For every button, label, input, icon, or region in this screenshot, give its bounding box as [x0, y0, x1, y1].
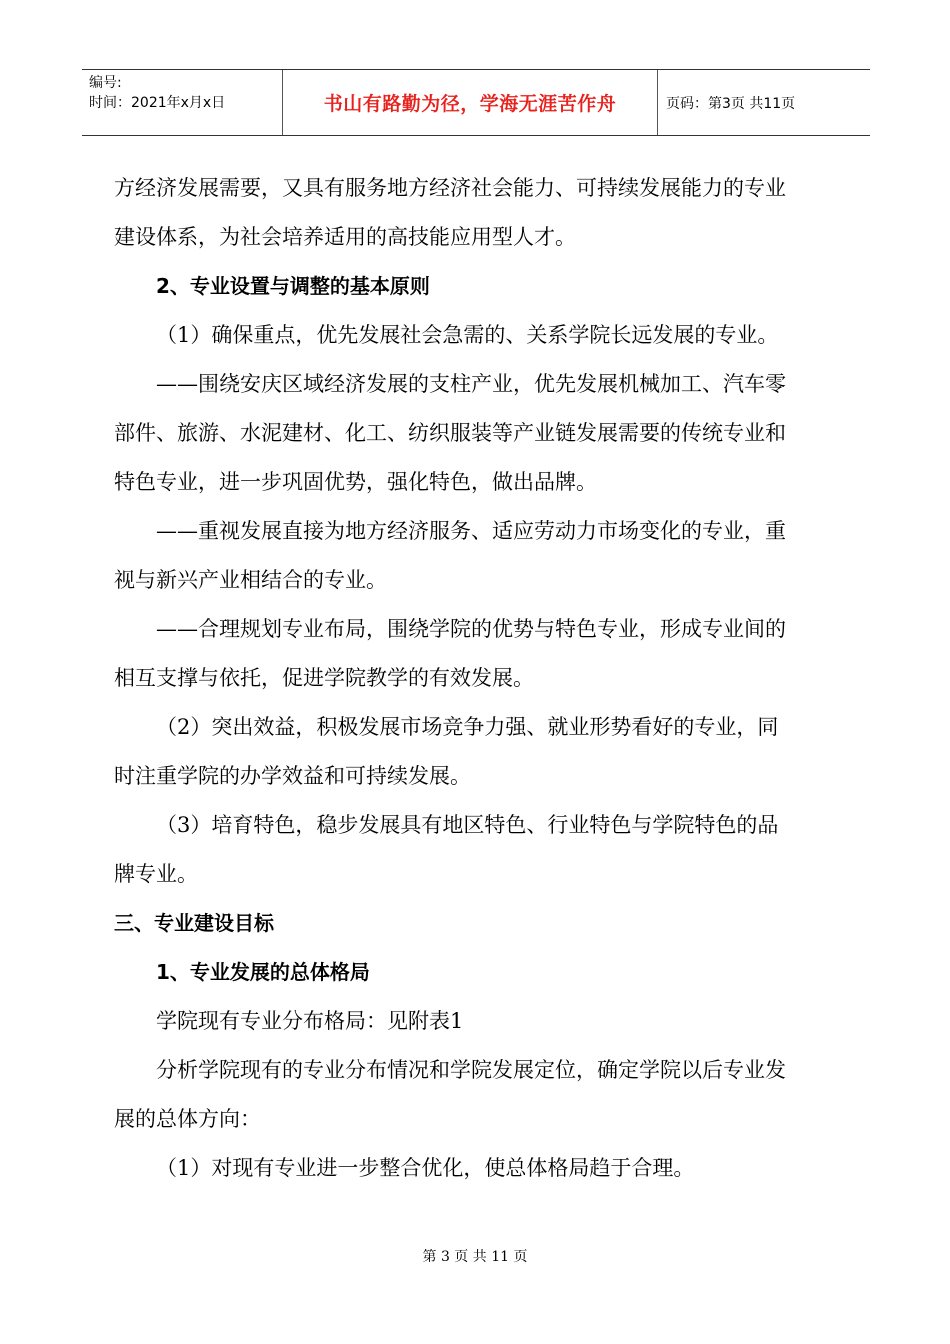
paragraph: 特色专业，进一步巩固优势，强化特色，做出品牌。: [114, 470, 597, 494]
header-motto: 书山有路勤为径，学海无涯苦作舟: [283, 70, 658, 135]
paragraph: 展的总体方向：: [114, 1107, 261, 1131]
paragraph: （1）对现有专业进一步整合优化，使总体格局趋于合理。: [156, 1156, 695, 1180]
paragraph: （3）培育特色，稳步发展具有地区特色、行业特色与学院特色的品: [156, 813, 779, 837]
paragraph: 部件、旅游、水泥建材、化工、纺织服装等产业链发展需要的传统专业和: [114, 421, 786, 445]
page-footer: 第 3 页 共 11 页: [422, 1249, 528, 1265]
paragraph: 视与新兴产业相结合的专业。: [114, 568, 387, 592]
chapter-heading: 三、专业建设目标: [114, 911, 274, 935]
paragraph: 相互支撑与依托，促进学院教学的有效发展。: [114, 666, 534, 690]
document-body: [114, 164, 844, 1193]
paragraph: 时注重学院的办学效益和可持续发展。: [114, 764, 471, 788]
header-meta: [82, 70, 283, 135]
paragraph: 学院现有专业分布格局：见附表1: [156, 1009, 464, 1033]
section-heading: 2、专业设置与调整的基本原则: [156, 274, 430, 298]
paragraph: ——重视发展直接为地方经济服务、适应劳动力市场变化的专业，重: [156, 519, 786, 543]
header-page-info: 页码：第3页 共11页: [666, 95, 796, 112]
paragraph: （2）突出效益，积极发展市场竞争力强、就业形势看好的专业，同: [156, 715, 779, 739]
number-label: 编号:: [89, 75, 122, 91]
time-label: 时间：2021年x月x日: [89, 95, 226, 111]
paragraph: 方经济发展需要，又具有服务地方经济社会能力、可持续发展能力的专业: [114, 176, 786, 200]
paragraph: 牌专业。: [114, 862, 198, 886]
paragraph: ——围绕安庆区域经济发展的支柱产业，优先发展机械加工、汽车零: [156, 372, 786, 396]
paragraph: 建设体系，为社会培养适用的高技能应用型人才。: [114, 225, 576, 249]
paragraph: ——合理规划专业布局，围绕学院的优势与特色专业，形成专业间的: [156, 617, 786, 641]
paragraph: （1）确保重点，优先发展社会急需的、关系学院长远发展的专业。: [156, 323, 779, 347]
page-header: [82, 69, 870, 136]
paragraph: 分析学院现有的专业分布情况和学院发展定位，确定学院以后专业发: [156, 1058, 786, 1082]
section-heading: 1、专业发展的总体格局: [156, 960, 370, 984]
